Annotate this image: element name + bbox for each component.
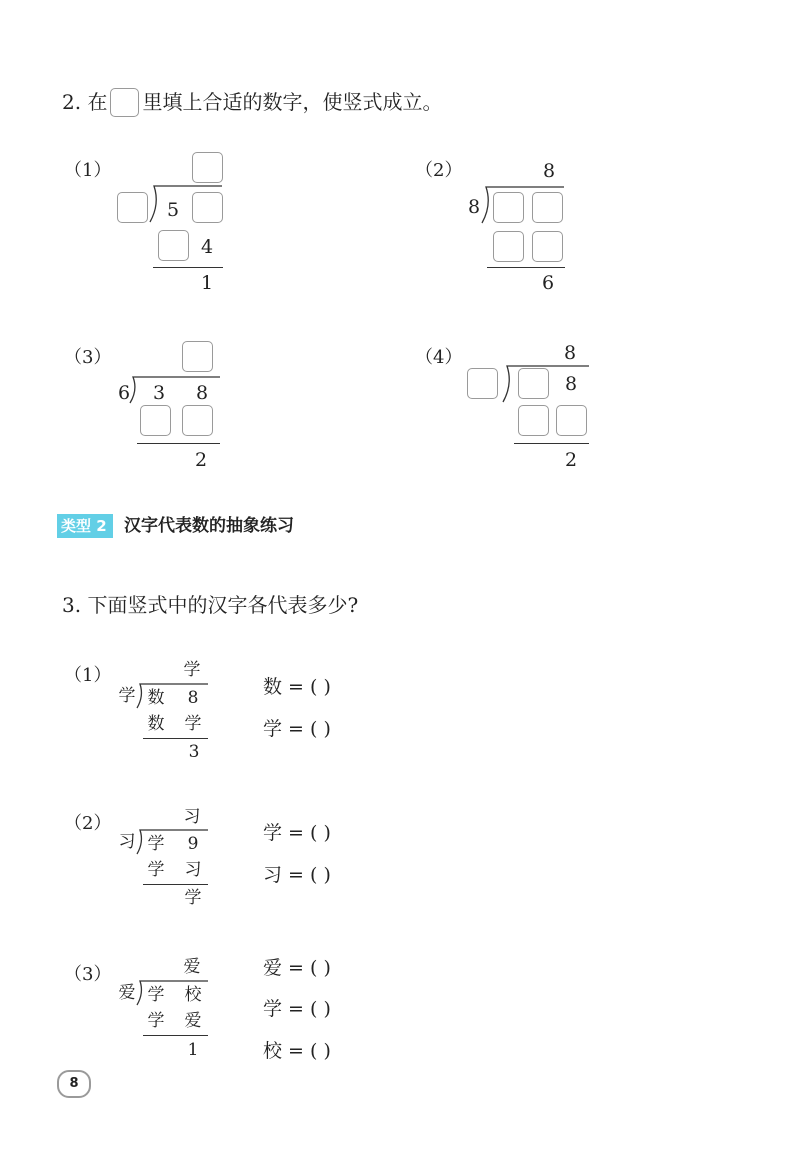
answer-box[interactable] bbox=[532, 192, 563, 223]
answer-box[interactable] bbox=[518, 368, 549, 399]
q2-part4-label: （4） bbox=[415, 347, 463, 368]
answer-box[interactable] bbox=[467, 368, 498, 399]
quotient: 学 bbox=[183, 660, 201, 680]
digit: 4 bbox=[200, 236, 214, 258]
subtraction-line bbox=[143, 738, 208, 739]
answer-box[interactable] bbox=[493, 231, 524, 262]
answer-box[interactable] bbox=[556, 405, 587, 436]
section-type-tag: 类型 2 bbox=[57, 514, 113, 538]
q2-part3-label: （3） bbox=[64, 347, 112, 368]
dividend-digit: 数 bbox=[147, 688, 165, 708]
dividend-digit: 9 bbox=[187, 834, 199, 854]
divisor: 习 bbox=[118, 832, 136, 852]
answer-blank[interactable]: 数 = ( ) bbox=[263, 676, 331, 698]
digit: 8 bbox=[195, 382, 209, 404]
remainder: 6 bbox=[541, 272, 555, 294]
dividend-digit: 学 bbox=[147, 834, 165, 854]
remainder: 学 bbox=[184, 888, 202, 908]
subtraction-line bbox=[514, 443, 589, 444]
digit: 5 bbox=[166, 199, 180, 221]
product-digit: 学 bbox=[184, 714, 202, 734]
question-3-title: 3. 下面竖式中的汉字各代表多少? bbox=[62, 593, 359, 617]
quotient: 习 bbox=[183, 807, 201, 827]
answer-box-sample bbox=[110, 88, 139, 117]
remainder: 1 bbox=[187, 1040, 199, 1060]
quotient: 8 bbox=[542, 160, 556, 182]
product-digit: 学 bbox=[147, 860, 165, 880]
product-digit: 习 bbox=[184, 860, 202, 880]
dividend-digit: 校 bbox=[184, 985, 202, 1005]
answer-blank[interactable]: 习 = ( ) bbox=[263, 864, 331, 886]
subtraction-line bbox=[143, 1035, 208, 1036]
remainder: 2 bbox=[194, 449, 208, 471]
answer-box[interactable] bbox=[117, 192, 148, 223]
subtraction-line bbox=[153, 267, 223, 268]
answer-box[interactable] bbox=[182, 405, 213, 436]
question-2-suffix: 里填上合适的数字，使竖式成立。 bbox=[142, 90, 443, 114]
answer-blank[interactable]: 学 = ( ) bbox=[263, 998, 331, 1020]
page-number: 8 bbox=[57, 1070, 91, 1098]
answer-blank[interactable]: 爱 = ( ) bbox=[263, 957, 331, 979]
remainder: 3 bbox=[188, 742, 200, 762]
answer-box[interactable] bbox=[140, 405, 171, 436]
divisor: 学 bbox=[118, 686, 136, 706]
q3-part2-label: （2） bbox=[64, 813, 112, 834]
digit: 3 bbox=[152, 382, 166, 404]
subtraction-line bbox=[137, 443, 220, 444]
answer-box[interactable] bbox=[532, 231, 563, 262]
section-type-title: 汉字代表数的抽象练习 bbox=[124, 516, 294, 536]
quotient: 爱 bbox=[183, 957, 201, 977]
divisor: 6 bbox=[117, 382, 131, 404]
answer-box[interactable] bbox=[182, 341, 213, 372]
dividend-digit: 学 bbox=[147, 985, 165, 1005]
product-digit: 学 bbox=[147, 1011, 165, 1031]
answer-blank[interactable]: 校 = ( ) bbox=[263, 1040, 331, 1062]
answer-box[interactable] bbox=[192, 192, 223, 223]
digit: 8 bbox=[564, 373, 578, 395]
question-2-title bbox=[62, 86, 442, 117]
subtraction-line bbox=[487, 267, 565, 268]
answer-box[interactable] bbox=[518, 405, 549, 436]
dividend-digit: 8 bbox=[187, 688, 199, 708]
remainder: 1 bbox=[200, 272, 214, 294]
answer-box[interactable] bbox=[192, 152, 223, 183]
q2-part1-label: （1） bbox=[64, 160, 112, 181]
answer-blank[interactable]: 学 = ( ) bbox=[263, 718, 331, 740]
divisor: 爱 bbox=[118, 983, 136, 1003]
q3-part1-label: （1） bbox=[64, 665, 112, 686]
q3-part3-label: （3） bbox=[64, 964, 112, 985]
answer-box[interactable] bbox=[158, 230, 189, 261]
product-digit: 数 bbox=[147, 714, 165, 734]
subtraction-line bbox=[143, 884, 208, 885]
quotient: 8 bbox=[563, 342, 577, 364]
answer-blank[interactable]: 学 = ( ) bbox=[263, 822, 331, 844]
q2-part2-label: （2） bbox=[415, 160, 463, 181]
remainder: 2 bbox=[564, 449, 578, 471]
question-2-prefix: 2. 在 bbox=[62, 90, 108, 114]
divisor: 8 bbox=[467, 196, 481, 218]
answer-box[interactable] bbox=[493, 192, 524, 223]
product-digit: 爱 bbox=[184, 1011, 202, 1031]
